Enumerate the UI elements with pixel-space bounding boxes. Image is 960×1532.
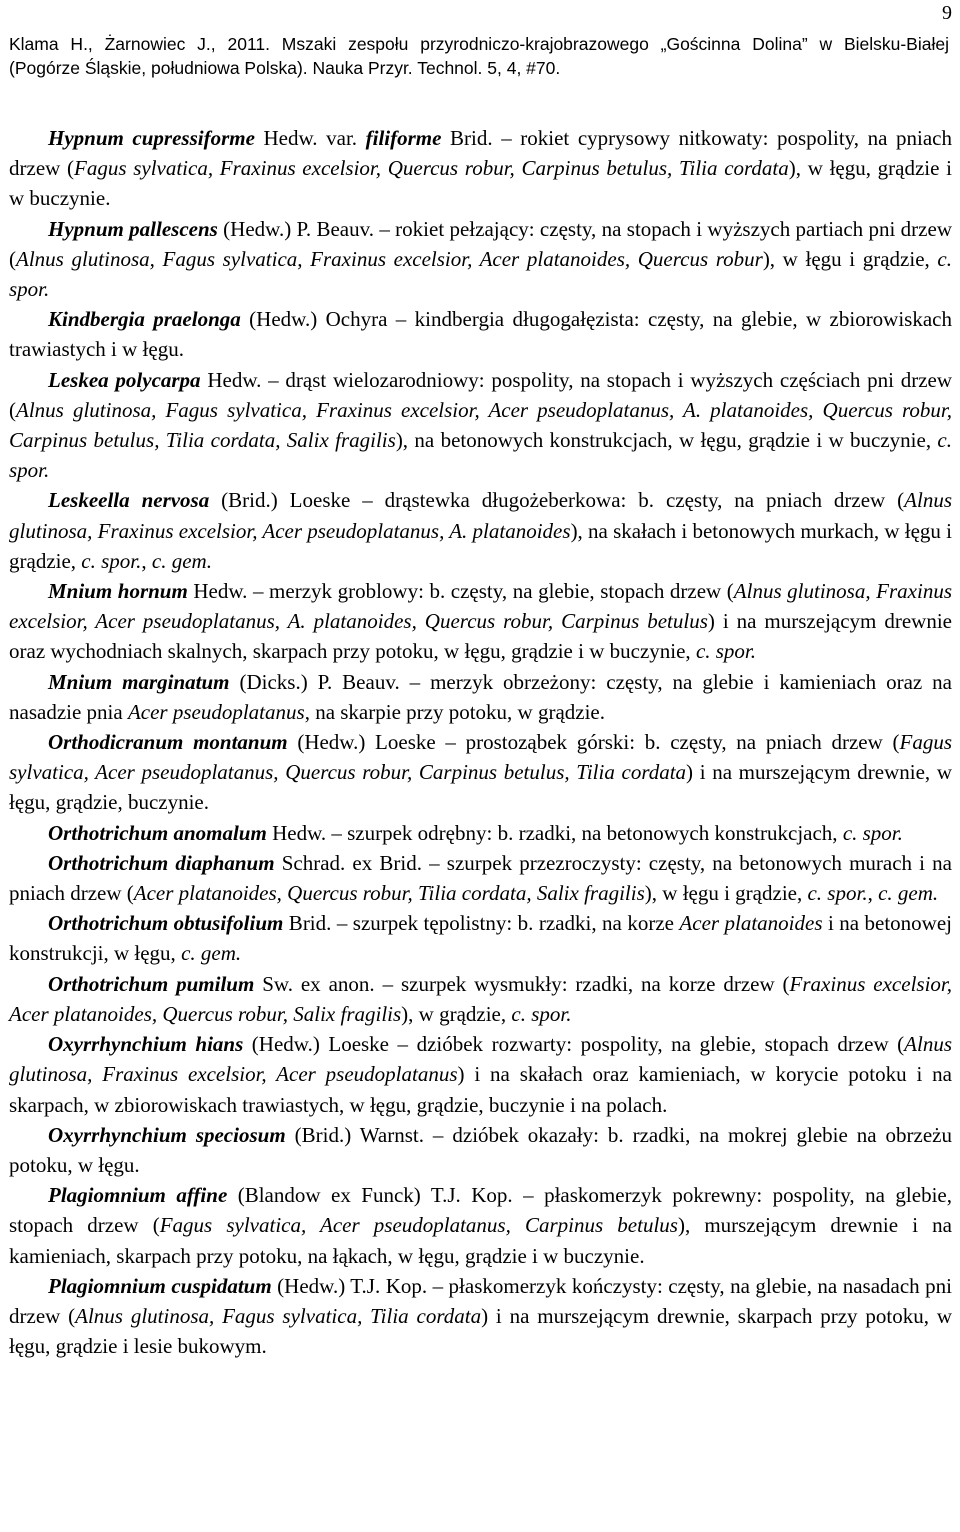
italic-text: Alnus glutinosa, Fraxinus excelsior, Acer pseudoplatanus, A. platanoides (9, 488, 952, 543)
entry-text: (Hedw.) Ochyra – kindbergia długogałęzista: częsty, na glebie, w zbiorowiskach trawiastych i w łęgu. (9, 307, 952, 362)
entry-text: Schrad. ex Brid. – szurpek przezroczysty: częsty, na betonowych murach i na pniach drzew ( (9, 850, 952, 906)
entry-text: (Blandow ex Funck) T.J. Kop. – płaskomerzyk pokrewny: pospolity, na glebie, stopach drzew ( (9, 1183, 952, 1238)
entry-text: ), w grądzie, (401, 1001, 512, 1026)
italic-text: c. spor. (807, 881, 868, 906)
species-entry (9, 848, 952, 908)
entry-text: ) i na murszejącym drewnie oraz wychodniach skalnych, skarpach przy potoku, w łęgu, grądzie i w buczynie, (9, 609, 952, 664)
species-name: Hypnum pallescens (48, 216, 218, 241)
italic-text: c. gem. (181, 941, 242, 966)
entry-text: Hedw. var. (254, 126, 366, 150)
species-name: Leskea polycarpa (48, 367, 201, 392)
italic-text: Alnus glutinosa, Fraxinus excelsior, Acer pseudoplatanus (9, 1032, 952, 1087)
entry-text: (Hedw.) T.J. Kop. – płaskomerzyk kończysty: częsty, na glebie, na nasadach pni drzew ( (9, 1273, 952, 1328)
species-name: Orthotrichum diaphanum (48, 850, 275, 875)
species-entry (9, 908, 952, 968)
species-entry (9, 1120, 952, 1180)
entry-text: ) i na murszejącym drewnie, w łęgu, grądzie, buczynie. (9, 760, 952, 815)
entry-text: ), na skałach i betonowych murkach, w łęgu i grądzie, (9, 518, 952, 573)
italic-text: c. spor. (695, 639, 757, 664)
entry-text: Brid. – rokiet cyprysowy nitkowaty: pospolity, na pniach drzew ( (9, 126, 953, 181)
italic-text: Fagus sylvatica, Fraxinus excelsior, Quercus robur, Carpinus betulus, Tilia cordata (74, 156, 789, 181)
entry-text: Hedw. – drąst wielozarodniowy: pospolity, na stopach i wyższych częściach pni drzew ( (9, 367, 952, 422)
species-name: Orthotrichum anomalum (48, 820, 267, 845)
italic-text: Alnus glutinosa, Fagus sylvatica, Fraxinus excelsior, Acer pseudoplatanus, A. platanoides, Quercus robur, Carpinus betulus, Tilia cordata, Salix fragilis (9, 397, 952, 453)
italic-text: c. spor. (842, 820, 903, 845)
italic-text: c. spor. (81, 548, 142, 573)
species-name: Leskeella nervosa (48, 488, 210, 513)
species-name: Kindbergia praelonga (48, 307, 241, 332)
species-entry (9, 365, 952, 486)
entry-text: ) i na skałach oraz kamieniach, w korycie potoku i na skarpach, w zbiorowiskach trawiastych, w łęgu, grądzie, buczynie i na polach. (9, 1062, 952, 1117)
page-number: 9 (942, 2, 952, 24)
species-list (9, 123, 952, 1361)
entry-text: ), w łęgu i grądzie, (762, 246, 938, 271)
species-entry (9, 727, 952, 818)
entry-text: i na betonowej konstrukcji, w łęgu, (9, 911, 953, 966)
italic-text: Acer pseudoplatanus (127, 699, 305, 724)
entry-text: ), w łęgu i grądzie, (644, 881, 808, 906)
entry-text: Hedw. – merzyk groblowy: b. częsty, na glebie, stopach drzew ( (187, 579, 734, 604)
species-name: Mnium marginatum (48, 669, 230, 694)
entry-text: (Brid.) Loeske – drąstewka długożeberkowa: b. częsty, na pniach drzew ( (209, 488, 905, 513)
italic-text: c. spor. (9, 428, 952, 483)
species-entry (9, 485, 952, 576)
italic-text: c. spor. (511, 1001, 572, 1026)
species-entry (9, 304, 952, 364)
italic-text: Fraxinus excelsior, Acer platanoides, Quercus robur, Salix fragilis (9, 971, 953, 1026)
italic-text: c. gem. (151, 548, 212, 573)
species-name: Plagiomnium affine (48, 1183, 228, 1208)
species-name: Orthotrichum pumilum (48, 971, 255, 996)
species-name: Plagiomnium cuspidatum (48, 1273, 272, 1298)
species-name: Orthotrichum obtusifolium (48, 911, 284, 936)
entry-text: (Brid.) Warnst. – dzióbek okazały: b. rzadki, na mokrej glebie na obrzeżu potoku, w łęgu. (9, 1122, 952, 1177)
header-citation-line-1: Klama H., Żarnowiec J., 2011. Mszaki zespołu przyrodniczo-krajobrazowego „Gościnna Dolina” w Bielsku-Białej (9, 34, 949, 54)
italic-text: Acer platanoides (679, 911, 823, 936)
entry-text: (Dicks.) P. Beauv. – merzyk obrzeżony: częsty, na glebie i kamieniach oraz na nasadzie pnia (9, 669, 952, 724)
species-entry (9, 1029, 952, 1120)
species-name: Hypnum cupressiforme (48, 126, 255, 150)
entry-text: (Hedw.) P. Beauv. – rokiet pełzający: częsty, na stopach i wyższych partiach pni drzew ( (9, 216, 952, 271)
species-entry (9, 1180, 952, 1271)
italic-text: Alnus glutinosa, Fagus sylvatica, Fraxinus excelsior, Acer platanoides, Quercus robur (16, 246, 763, 271)
entry-text: , na skarpie przy potoku, w grądzie. (304, 699, 606, 724)
species-entry (9, 818, 952, 848)
entry-text: Hedw. – szurpek odrębny: b. rzadki, na betonowych konstrukcjach, (266, 820, 843, 845)
running-header (9, 32, 949, 80)
entry-text: Brid. – szurpek tępolistny: b. rzadki, na korze (283, 911, 680, 936)
entry-text: ), murszejącym drewnie i na kamieniach, skarpach przy potoku, na łąkach, w łęgu, grądzie i w buczynie. (9, 1213, 952, 1268)
entry-text: , (141, 548, 152, 573)
species-entry (9, 123, 952, 214)
species-entry (9, 576, 952, 667)
entry-text: (Hedw.) Loeske – dzióbek rozwarty: pospolity, na glebie, stopach drzew ( (243, 1032, 905, 1057)
header-citation-line-2: (Pogórze Śląskie, południowa Polska). Nauka Przyr. Technol. 5, 4, #70. (9, 58, 561, 78)
species-name: Oxyrrhynchium hians (48, 1032, 244, 1057)
entry-text: ) i na murszejącym drewnie, skarpach przy potoku, w łęgu, grądzie i lesie bukowym. (9, 1303, 952, 1359)
entry-text: ), w łęgu, grądzie i w buczynie. (9, 156, 952, 211)
italic-text: c. spor. (9, 246, 952, 302)
species-name: filiforme (365, 126, 442, 150)
species-name: Orthodicranum montanum (48, 730, 288, 755)
italic-text: Acer platanoides, Quercus robur, Tilia cordata, Salix fragilis (133, 881, 645, 906)
italic-text: c. gem. (878, 881, 939, 906)
entry-text: (Hedw.) Loeske – prostoząbek górski: b. częsty, na pniach drzew ( (287, 730, 900, 755)
italic-text: Alnus glutinosa, Fraxinus excelsior, Acer pseudoplatanus, A. platanoides, Quercus robur, Carpinus betulus (9, 579, 952, 634)
italic-text: Fagus sylvatica, Acer pseudoplatanus, Carpinus betulus (159, 1213, 678, 1238)
entry-text: ), na betonowych konstrukcjach, w łęgu, grądzie i w buczynie, (395, 428, 938, 453)
species-entry (9, 667, 952, 727)
species-entry (9, 969, 952, 1029)
species-entry (9, 214, 952, 305)
italic-text: Alnus glutinosa, Fagus sylvatica, Tilia cordata (75, 1303, 482, 1328)
italic-text: Fagus sylvatica, Acer pseudoplatanus, Quercus robur, Carpinus betulus, Tilia cordata (9, 730, 952, 785)
species-entry (9, 1271, 952, 1362)
species-name: Mnium hornum (48, 579, 188, 604)
entry-text: , (867, 881, 879, 906)
species-name: Oxyrrhynchium speciosum (48, 1122, 286, 1147)
entry-text: Sw. ex anon. – szurpek wysmukły: rzadki, na korze drzew ( (254, 971, 790, 996)
